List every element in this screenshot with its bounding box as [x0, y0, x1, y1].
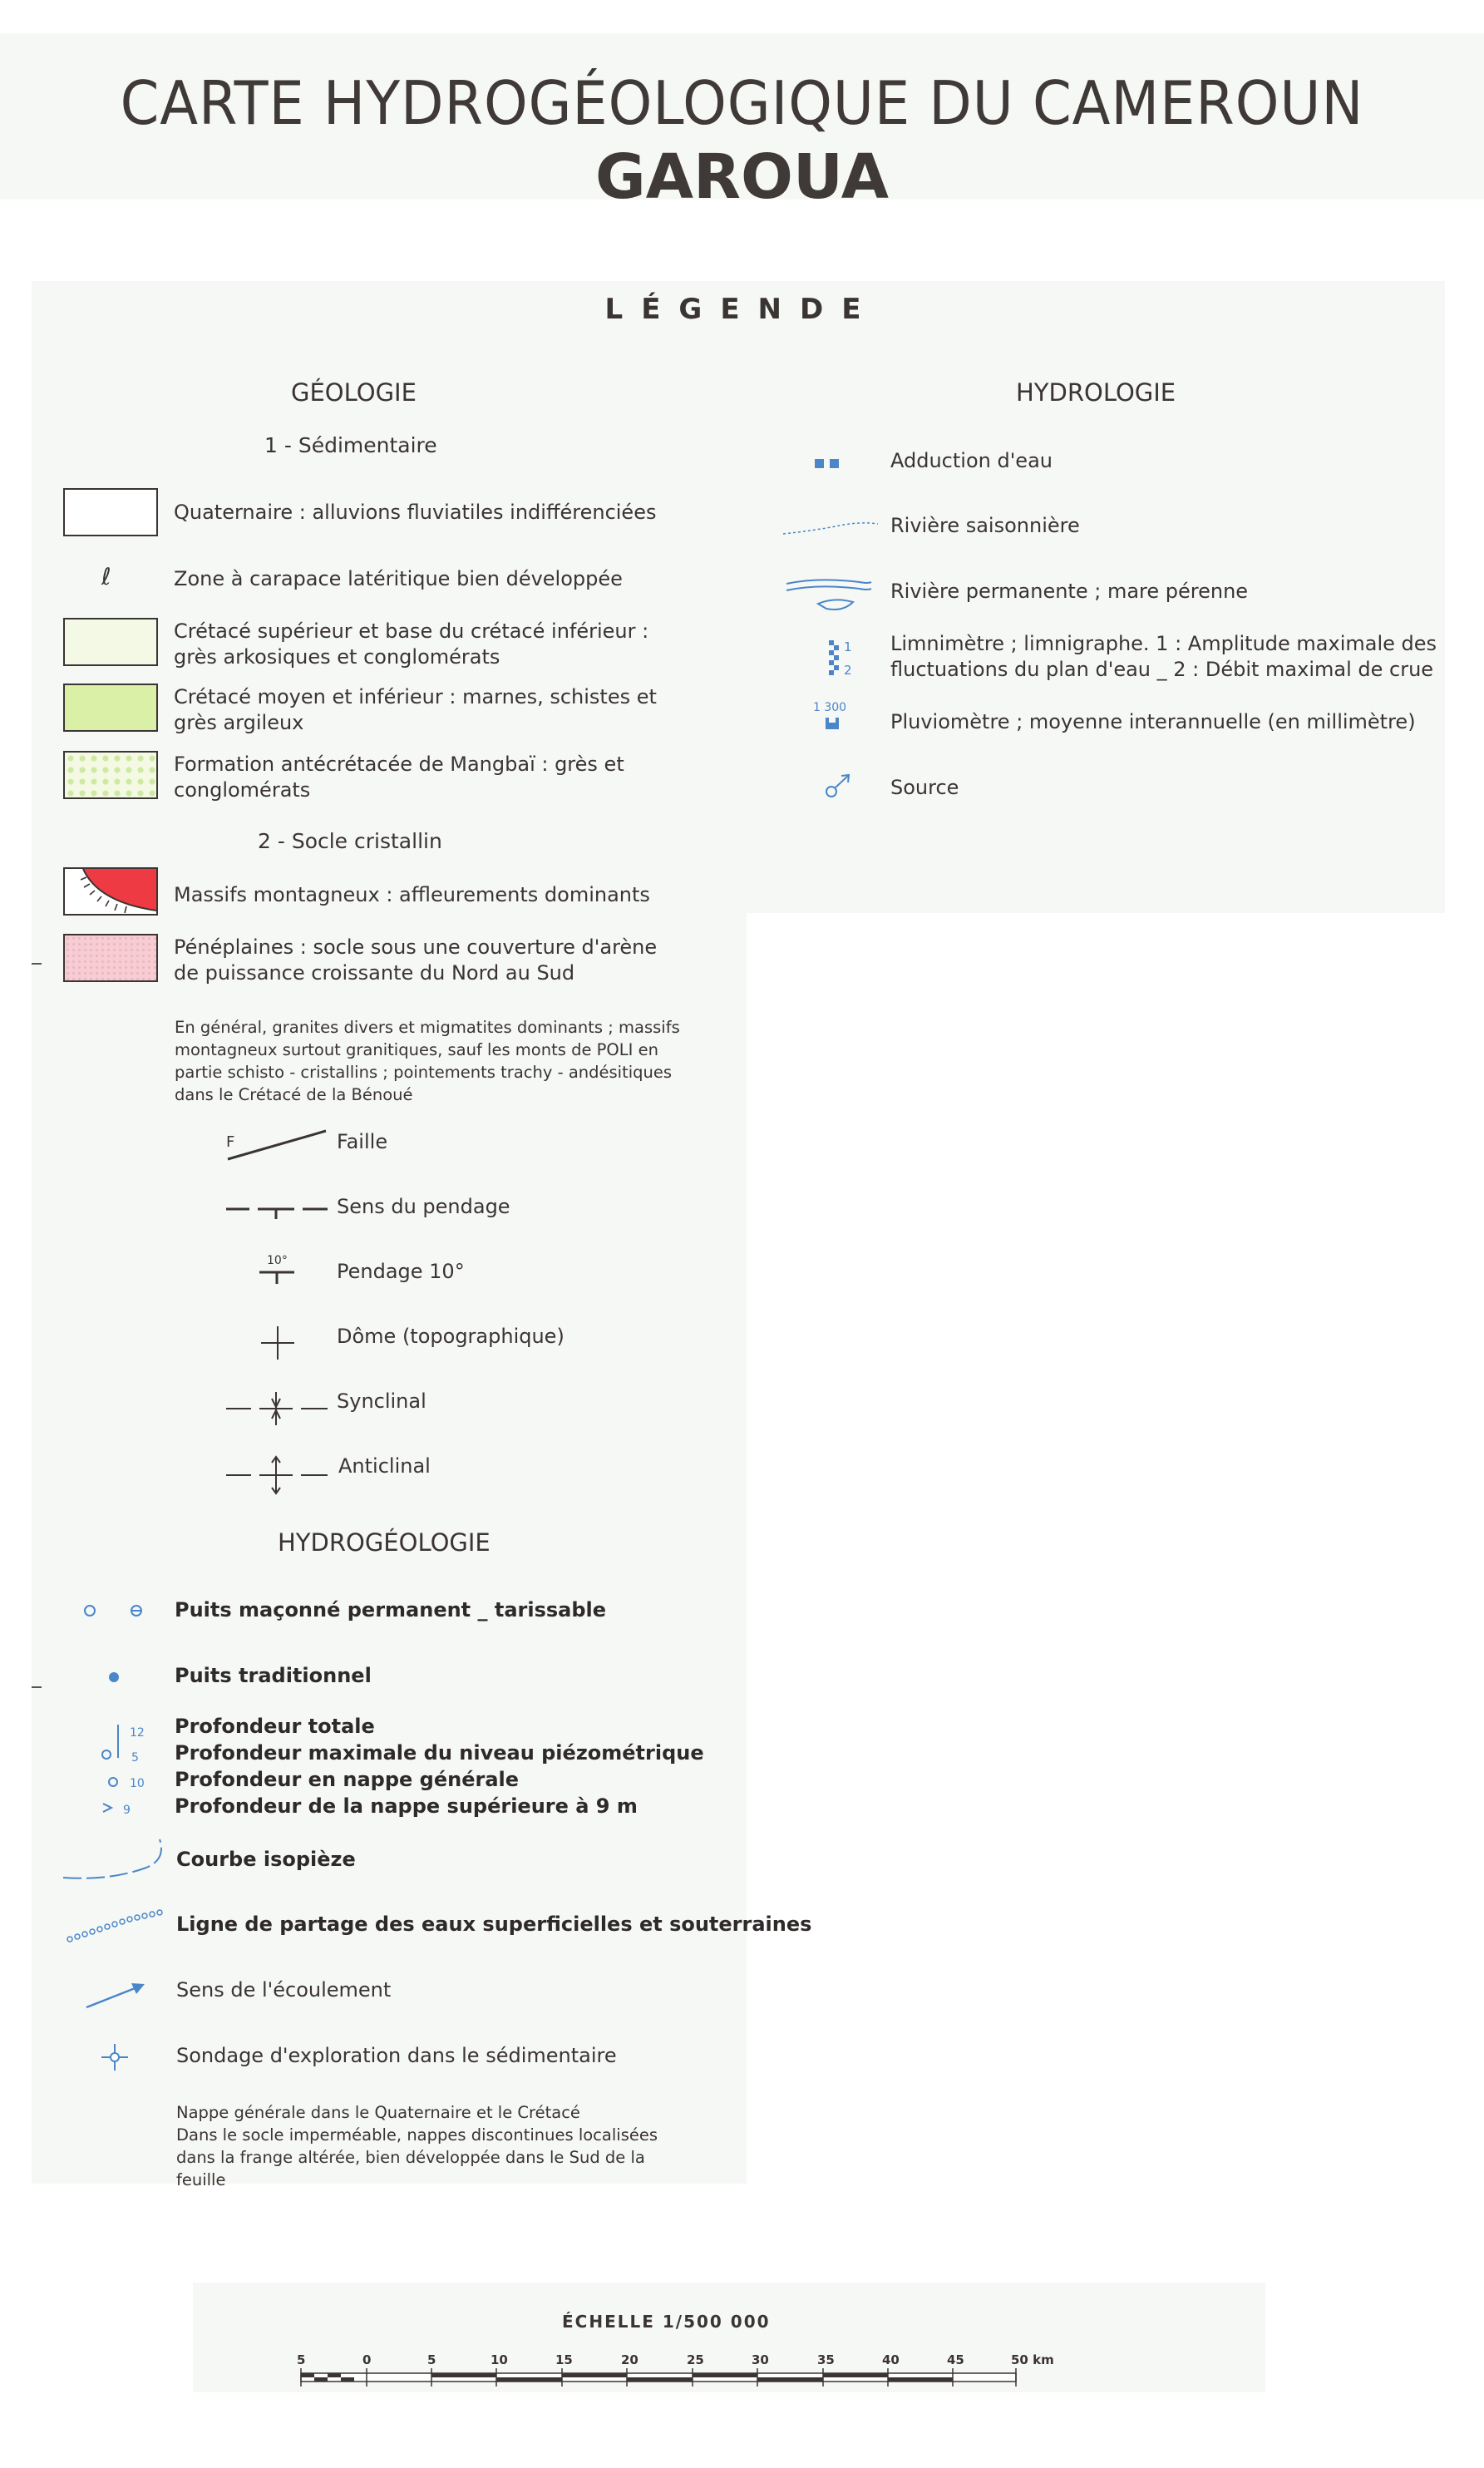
- sens-pendage-label: Sens du pendage: [337, 1195, 510, 1218]
- faille-symbol-letter: F: [226, 1133, 235, 1151]
- sondage-icon: [100, 2042, 130, 2072]
- pluviometre-value: 1 300: [813, 701, 847, 714]
- massifs-label: Massifs montagneux : affleurements dominants: [174, 883, 650, 906]
- sedimentaire-heading: 1 - Sédimentaire: [264, 433, 437, 457]
- hydrogeo-note-4: feuille: [176, 2170, 226, 2189]
- riviere-permanente-icon: [785, 574, 876, 615]
- profondeur-nappe-value: 10: [130, 1777, 145, 1790]
- pendage-10-symbol-text: 10°: [267, 1254, 288, 1267]
- scale-tick-label: 20: [621, 2352, 638, 2367]
- margin-tick-2: [32, 1686, 42, 1688]
- laterite-label: Zone à carapace latéritique bien développée: [174, 567, 623, 590]
- mangbai-swatch: [63, 751, 158, 799]
- profondeur-sup-value: 9: [123, 1804, 131, 1817]
- profondeur-piezo-value: 5: [131, 1751, 139, 1765]
- dome-icon: [259, 1325, 296, 1361]
- cretace-superieur-swatch: [63, 618, 158, 666]
- map-subtitle: GAROUA: [595, 141, 889, 213]
- riviere-saisonniere-icon: [781, 514, 881, 539]
- massifs-icon: [65, 869, 156, 914]
- riviere-permanente-label: Rivière permanente ; mare pérenne: [890, 580, 1249, 603]
- map-title: CARTE HYDROGÉOLOGIQUE DU CAMEROUN: [120, 68, 1364, 138]
- dome-label: Dôme (topographique): [337, 1325, 565, 1348]
- profondeur-nappe-label: Profondeur en nappe générale: [175, 1768, 520, 1791]
- source-label: Source: [890, 776, 959, 799]
- faille-icon: [223, 1124, 331, 1166]
- scale-tick-label: 50 km: [1011, 2352, 1054, 2367]
- cretace-superieur-label-2: grès arkosiques et conglomérats: [174, 645, 500, 669]
- profondeur-sup-label: Profondeur de la nappe supérieure à 9 m: [175, 1794, 638, 1818]
- adduction-label: Adduction d'eau: [890, 449, 1053, 472]
- hydrologie-heading: HYDROLOGIE: [1016, 378, 1176, 407]
- laterite-symbol: ℓ: [101, 563, 111, 590]
- anticlinal-label: Anticlinal: [338, 1454, 431, 1478]
- profondeur-piezo-label: Profondeur maximale du niveau piézométrique: [175, 1741, 704, 1765]
- pendage-10-label: Pendage 10°: [337, 1260, 465, 1283]
- puits-traditionnel-label: Puits traditionnel: [175, 1664, 372, 1687]
- scale-tick-label: 40: [882, 2352, 900, 2367]
- quaternaire-label: Quaternaire : alluvions fluviatiles indifférenciées: [174, 501, 657, 524]
- socle-note-3: partie schisto - cristallins ; pointements trachy - andésitiques: [175, 1063, 673, 1082]
- socle-note-2: montagneux surtout granitiques, sauf les monts de POLI en: [175, 1040, 658, 1059]
- scale-tick-label: 5: [297, 2352, 306, 2367]
- pendage-10-icon: [256, 1266, 298, 1286]
- puits-traditionnel-icon: [104, 1667, 124, 1687]
- hydrogeo-note-2: Dans le socle imperméable, nappes discontinues localisées: [176, 2125, 658, 2145]
- scale-tick-label: 10: [491, 2352, 508, 2367]
- limnimetre-icon: [826, 639, 845, 677]
- socle-note-1: En général, granites divers et migmatites dominants ; massifs: [175, 1018, 680, 1037]
- courbe-isopieze-icon: [60, 1834, 168, 1884]
- adduction-icon: [813, 456, 846, 472]
- mangbai-label-2: conglomérats: [174, 778, 311, 802]
- sens-pendage-icon: [226, 1202, 329, 1222]
- synclinal-label: Synclinal: [337, 1389, 426, 1413]
- profondeur-totale-value: 12: [130, 1726, 145, 1740]
- ligne-partage-label: Ligne de partage des eaux superficielles et souterraines: [176, 1913, 812, 1936]
- hydrogeo-note-3: dans la frange altérée, bien développée dans le Sud de la: [176, 2148, 645, 2167]
- pluviometre-label: Pluviomètre ; moyenne interannuelle (en millimètre): [890, 710, 1416, 733]
- scale-tick-label: 5: [427, 2352, 436, 2367]
- peneplaines-label-2: de puissance croissante du Nord au Sud: [174, 961, 575, 985]
- legend-title: LÉGENDE: [604, 293, 880, 326]
- cretace-moyen-swatch: [63, 684, 158, 732]
- peneplaines-label: Pénéplaines : socle sous une couverture d'arène: [174, 935, 658, 959]
- scale-bar: [296, 2368, 1028, 2393]
- profondeur-totale-label: Profondeur totale: [175, 1715, 375, 1738]
- margin-tick: [32, 963, 42, 965]
- riviere-saisonniere-label: Rivière saisonnière: [890, 514, 1080, 537]
- scale-title: ÉCHELLE 1/500 000: [562, 2312, 771, 2332]
- ligne-partage-icon: [63, 1904, 171, 1946]
- socle-note-4: dans le Crétacé de la Bénoué: [175, 1085, 413, 1104]
- scale-tick-label: 35: [817, 2352, 835, 2367]
- socle-heading: 2 - Socle cristallin: [258, 829, 442, 853]
- mangbai-label: Formation antécrétacée de Mangbaï : grès et: [174, 753, 624, 776]
- geologie-heading: GÉOLOGIE: [291, 378, 417, 407]
- faille-label: Faille: [337, 1130, 388, 1153]
- limnimetre-label-2: fluctuations du plan d'eau _ 2 : Débit maximal de crue: [890, 658, 1434, 681]
- cretace-superieur-label: Crétacé supérieur et base du crétacé inférieur :: [174, 619, 649, 643]
- source-icon: [823, 772, 856, 800]
- pluviometre-icon: [823, 716, 843, 733]
- sens-ecoulement-label: Sens de l'écoulement: [176, 1978, 392, 2002]
- limnimetre-num-2: 2: [844, 663, 852, 678]
- anticlinal-icon: [226, 1455, 329, 1495]
- sondage-label: Sondage d'exploration dans le sédimentaire: [176, 2044, 617, 2067]
- courbe-isopieze-label: Courbe isopièze: [176, 1848, 356, 1871]
- puits-maconne-icon: [80, 1601, 146, 1621]
- scale-tick-label: 15: [555, 2352, 573, 2367]
- cretace-moyen-label-2: grès argileux: [174, 711, 304, 734]
- peneplaines-swatch: [63, 934, 158, 982]
- cretace-moyen-label: Crétacé moyen et inférieur : marnes, schistes et: [174, 685, 657, 708]
- quaternaire-swatch: [63, 488, 158, 536]
- limnimetre-num-1: 1: [844, 639, 852, 654]
- scale-tick-label: 45: [947, 2352, 964, 2367]
- massifs-swatch: [63, 867, 158, 916]
- synclinal-icon: [226, 1390, 329, 1427]
- puits-maconne-label: Puits maçonné permanent _ tarissable: [175, 1598, 607, 1621]
- scale-tick-label: 25: [687, 2352, 704, 2367]
- sens-ecoulement-icon: [83, 1979, 150, 2012]
- limnimetre-label: Limnimètre ; limnigraphe. 1 : Amplitude maximale des: [890, 632, 1437, 655]
- hydrogeologie-heading: HYDROGÉOLOGIE: [278, 1528, 491, 1557]
- hydrogeo-note-1: Nappe générale dans le Quaternaire et le Crétacé: [176, 2103, 580, 2122]
- scale-tick-label: 30: [752, 2352, 769, 2367]
- scale-tick-label: 0: [362, 2352, 372, 2367]
